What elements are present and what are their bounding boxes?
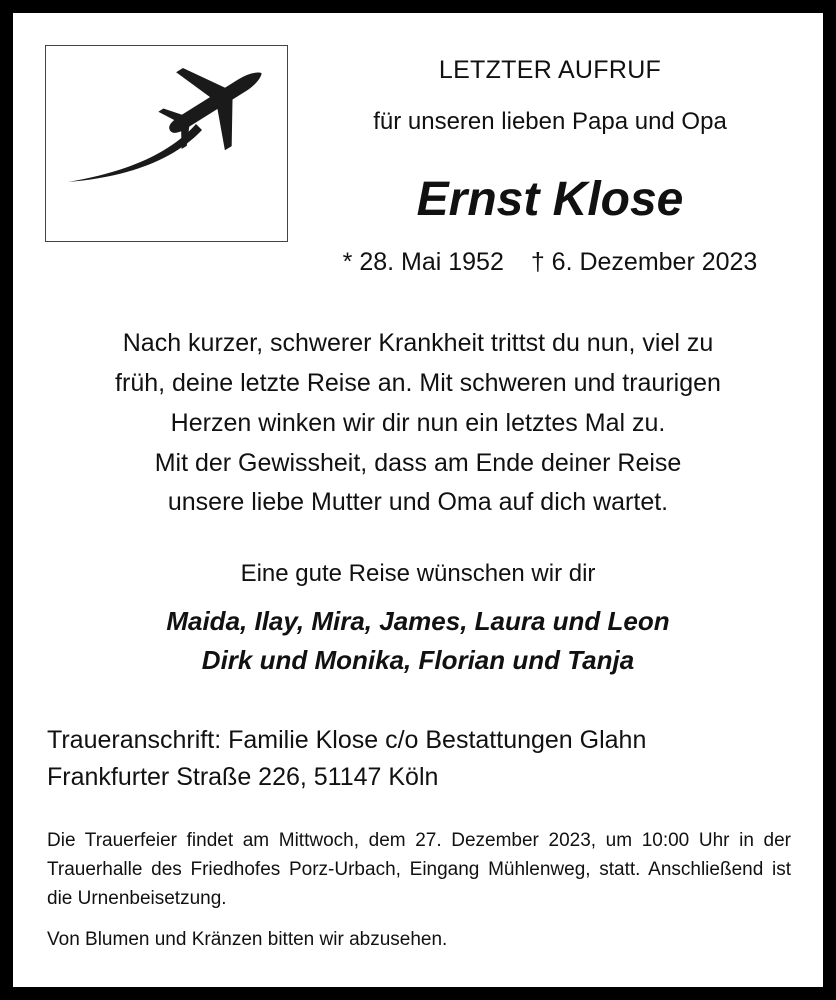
mourning-address: Frankfurter Straße 226, 51147 Köln	[47, 763, 439, 791]
notice-heading: LETZTER AUFRUF	[438, 56, 662, 84]
message-line: Mit der Gewissheit, dass am Ende deiner Reise	[154, 449, 682, 477]
message-line: Herzen winken wir dir nun ein letztes Mal zu.	[170, 409, 666, 437]
airplane-logo	[45, 45, 288, 242]
notice-subheading: für unseren lieben Papa und Opa	[373, 108, 727, 135]
mourning-address: Traueranschrift: Familie Klose c/o Bestattungen Glahn	[47, 726, 647, 754]
deceased-name: Ernst Klose	[416, 173, 684, 226]
family-names: Dirk und Monika, Florian und Tanja	[201, 645, 635, 675]
airplane-icon	[46, 46, 289, 243]
death-date: † 6. Dezember 2023	[530, 248, 758, 276]
message-line: unsere liebe Mutter und Oma auf dich wartet.	[167, 488, 669, 516]
life-dates	[300, 248, 800, 277]
message-line: Nach kurzer, schwerer Krankheit trittst du nun, viel zu	[122, 329, 714, 357]
message-line: früh, deine letzte Reise an. Mit schweren und traurigen	[115, 369, 721, 397]
farewell-wish: Eine gute Reise wünschen wir dir	[240, 560, 596, 587]
flowers-note: Von Blumen und Kränzen bitten wir abzusehen.	[47, 929, 448, 950]
ceremony-details: Die Trauerfeier findet am Mittwoch, dem 27. Dezember 2023, um 10:00 Uhr in der Trauerhalle des Friedhofes Porz-Urbach, Eingang Mühlenweg, statt. Anschließend ist die Urnenbeisetzung.	[47, 830, 791, 909]
family-names: Maida, Ilay, Mira, James, Laura und Leon	[166, 606, 670, 636]
birth-date: * 28. Mai 1952	[342, 248, 504, 276]
